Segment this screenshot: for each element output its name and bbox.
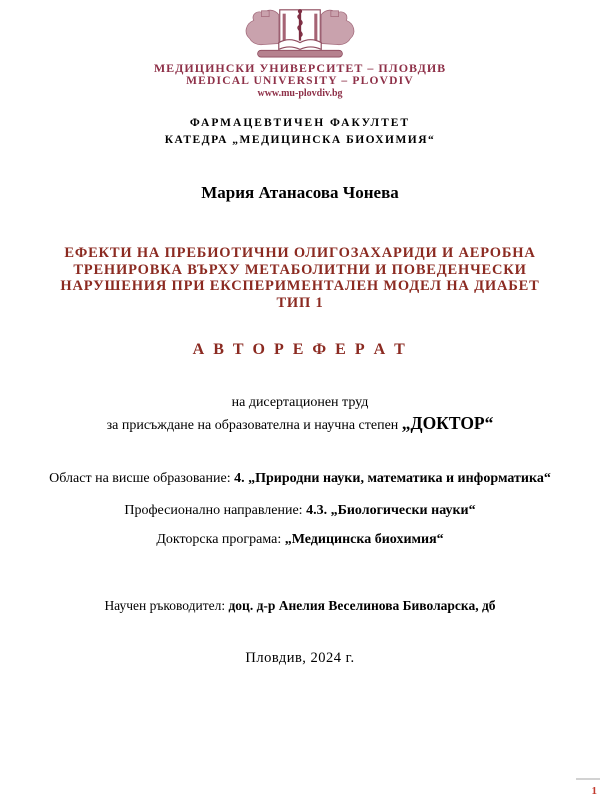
university-crest-logo	[0, 0, 600, 59]
education-area-value: 4. „Природни науки, математика и информатика“	[234, 471, 551, 486]
author-name: Мария Атанасова Чонева	[201, 183, 399, 202]
doctoral-program-label: Докторска програма:	[156, 532, 285, 547]
title-line-2: ТРЕНИРОВКА ВЪРХУ МЕТАБОЛИТНИ И ПОВЕДЕНЧЕСКИ	[73, 261, 527, 278]
title-line-1: ЕФЕКТИ НА ПРЕБИОТИЧНИ ОЛИГОЗАХАРИДИ И АЕРОБНА	[64, 245, 536, 261]
title-line-4: ТИП 1	[276, 294, 324, 311]
thesis-subtitle-line1: на дисертационен труд	[231, 395, 369, 410]
university-name-en: MEDICAL UNIVERSITY – PLOVDIV	[186, 75, 414, 87]
faculty-name: ФАРМАЦЕВТИЧЕН ФАКУЛТЕТ	[189, 117, 411, 129]
dissertation-title	[14, 245, 586, 311]
professional-direction-value: 4.3. „Биологически науки“	[306, 503, 476, 518]
supervisor-line	[0, 598, 600, 614]
page-number: 1	[591, 785, 597, 797]
supervisor-label: Научен ръководител:	[104, 598, 229, 613]
footer-divider	[576, 778, 600, 780]
doctoral-program-value: „Медицинска биохимия“	[284, 532, 444, 547]
education-area-label: Област на висше образование:	[49, 471, 235, 486]
professional-direction-label: Професионално направление:	[124, 503, 307, 518]
doctoral-program-line	[0, 531, 600, 548]
department-name: КАТЕДРА „МЕДИЦИНСКА БИОХИМИЯ“	[164, 134, 436, 146]
degree-prefix: за присъждане на образователна и научна степен	[106, 418, 402, 433]
professional-direction-line	[0, 502, 600, 519]
university-name-bg: МЕДИЦИНСКИ УНИВЕРСИТЕТ – ПЛОВДИВ	[153, 61, 447, 75]
degree-name: „ДОКТОР“	[401, 413, 494, 433]
city-year: Пловдив, 2024 г.	[245, 650, 355, 666]
title-line-3: НАРУШЕНИЯ ПРИ ЕКСПЕРИМЕНТАЛЕН МОДЕЛ НА ДИАБЕТ	[60, 278, 540, 294]
university-website: www.mu-plovdiv.bg	[257, 88, 343, 99]
document-type-heading: А В Т О Р Е Ф Е Р А Т	[192, 341, 408, 358]
education-area-line	[40, 470, 560, 487]
supervisor-name: доц. д-р Анелия Веселинова Биволарска, дб	[228, 598, 496, 613]
thesis-subtitle-line2	[0, 413, 600, 436]
crest-icon	[242, 5, 358, 59]
